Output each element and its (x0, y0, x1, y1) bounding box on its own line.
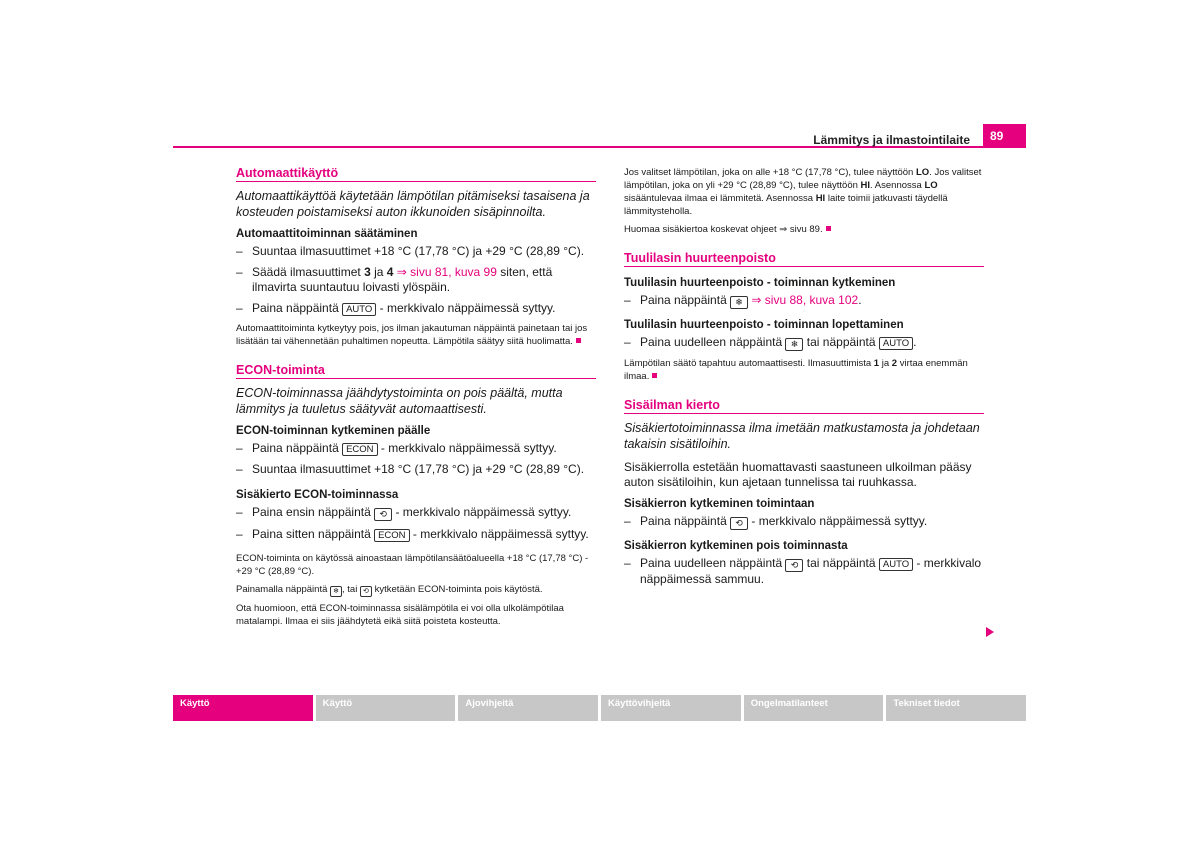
defrost-note: Lämpötilan säätö tapahtuu automaattisesti. Ilmasuuttimista 1 ja 2 virtaa enemmän ilmaa. (624, 358, 968, 382)
windshield-defrost-icon: ❄ (730, 296, 748, 309)
recirc-intro: Sisäkiertotoiminnassa ilma imetään matkustamosta ja johdetaan takaisin sisätiloihin. (624, 421, 980, 451)
right-column (624, 166, 984, 593)
tab-ongelmatilanteet[interactable]: Ongelmatilanteet (744, 695, 884, 721)
defrost-sub2: Tuulilasin huurteenpoisto - toiminnan lopettaminen (624, 319, 904, 331)
list-item: – Suuntaa ilmasuuttimet +18 °C (17,78 °C) ja +29 °C (28,89 °C). (236, 244, 585, 258)
left-column (236, 166, 596, 633)
continue-arrow-icon (986, 627, 994, 637)
lo-hi-note: Jos valitset lämpötilan, joka on alle +18 °C (17,78 °C), tulee näyttöön LO. Jos valitset lämpötilan, joka on yli +29 °C (28,89 °C), tulee näyttöön HI. Asennossa LO sisääntulevaa ilmaa ei lämmitetä. Asennossa HI laite toimii jatkuvasti täydellä lämmitysteholla. (624, 167, 982, 217)
auto-heading: Automaattikäyttö (236, 166, 596, 182)
tab-kaytto[interactable]: Käyttö (316, 695, 456, 721)
end-marker-icon (576, 338, 581, 343)
econ-sub2: Sisäkierto ECON-toiminnassa (236, 489, 399, 501)
auto-subheading: Automaattitoiminnan säätäminen (236, 228, 418, 240)
econ-note1: ECON-toiminta on käytössä ainoastaan lämpötilansäätöalueella +18 °C (17,78 °C) - +29 °C (28,89 °C). (236, 553, 589, 577)
econ-intro: ECON-toiminnassa jäähdytystoiminta on pois päältä, mutta lämmitys ja tuuletus säätyvät automaattisesti. (236, 386, 563, 416)
auto-note: Automaattitoiminta kytkeytyy pois, jos ilman jakautuman näppäintä painetaan tai jos lisätään tai vähennetään puhaltimen nopeutta. Lämpötila säätyy siitä huolimatta. (236, 323, 588, 347)
econ-key-icon: ECON (374, 529, 409, 542)
recirculation-icon: ⟲ (785, 559, 803, 572)
econ-note2: Painamalla näppäintä ❄ , tai ⟲ kytketään ECON-toiminta pois käytöstä. (236, 584, 543, 595)
footer-nav (173, 695, 1026, 721)
econ-key-icon: ECON (342, 443, 377, 456)
tab-tekniset-tiedot[interactable]: Tekniset tiedot (886, 695, 1026, 721)
econ-sub1: ECON-toiminnan kytkeminen päälle (236, 425, 431, 437)
tab-kayttovihjeita[interactable]: Käyttövihjeitä (601, 695, 741, 721)
auto-intro: Automaattikäyttöä käytetään lämpötilan pitämiseksi tasaisena ja kosteuden poistamiseksi auton ikkunoiden sisäpinnoilta. (236, 189, 590, 219)
ref-note: Huomaa sisäkiertoa koskevat ohjeet ⇒ sivu 89. (624, 223, 984, 236)
auto-key-icon: AUTO (879, 337, 913, 350)
end-marker-icon (826, 226, 831, 231)
auto-key-icon: AUTO (879, 558, 913, 571)
section-title: Lämmitys ja ilmastointilaite (813, 133, 970, 147)
list-item: – Paina uudelleen näppäintä ⟲ tai näppäintä AUTO - merkkivalo näppäimessä sammuu. (624, 556, 982, 586)
list-item: – Paina sitten näppäintä ECON - merkkivalo näppäimessä syttyy. (236, 527, 589, 541)
recirculation-icon: ⟲ (730, 517, 748, 530)
list-item: – Paina näppäintä ECON - merkkivalo näppäimessä syttyy. (236, 441, 557, 455)
list-item: – Suuntaa ilmasuuttimet +18 °C (17,78 °C) ja +29 °C (28,89 °C). (236, 462, 585, 476)
list-item: – Paina uudelleen näppäintä ❄ tai näppäintä AUTO . (624, 335, 917, 349)
windshield-defrost-icon: ❄ (785, 338, 803, 351)
tab-kaytto-active[interactable]: Käyttö (173, 695, 313, 721)
econ-heading: ECON-toiminta (236, 363, 596, 379)
recirc-sub2: Sisäkierron kytkeminen pois toiminnasta (624, 540, 848, 552)
tab-ajovihjeita[interactable]: Ajovihjeitä (458, 695, 598, 721)
list-item: – Paina näppäintä AUTO - merkkivalo näppäimessä syttyy. (236, 301, 556, 315)
page-header (173, 131, 1026, 148)
end-marker-icon (652, 373, 657, 378)
list-item: – Säädä ilmasuuttimet 3 ja 4 ⇒ sivu 81, kuva 99 siten, että ilmavirta suuntautuu loivasti ylöspäin. (236, 265, 553, 294)
page-link[interactable]: ⇒ sivu 88, kuva 102 (751, 293, 859, 307)
list-item: – Paina näppäintä ❄ ⇒ sivu 88, kuva 102. (624, 293, 862, 307)
recirc-heading: Sisäilman kierto (624, 398, 984, 414)
defrost-heading: Tuulilasin huurteenpoisto (624, 251, 984, 267)
list-item: – Paina näppäintä ⟲ - merkkivalo näppäimessä syttyy. (624, 514, 928, 528)
defrost-sub1: Tuulilasin huurteenpoisto - toiminnan kytkeminen (624, 277, 896, 289)
list-item: – Paina ensin näppäintä ⟲ - merkkivalo näppäimessä syttyy. (236, 505, 572, 519)
recirculation-icon: ⟲ (360, 586, 372, 597)
auto-key-icon: AUTO (342, 303, 376, 316)
recirc-sub1: Sisäkierron kytkeminen toimintaan (624, 498, 815, 510)
recirc-para: Sisäkierrolla estetään huomattavasti saastuneen ulkoilman pääsy auton sisätiloihin, kun ajetaan tunnelissa tai ruuhkassa. (624, 460, 972, 489)
page-link[interactable]: ⇒ sivu 81, kuva 99 (396, 265, 497, 279)
windshield-defrost-icon: ❄ (330, 586, 342, 597)
page-number: 89 (983, 124, 1026, 148)
econ-note3: Ota huomioon, että ECON-toiminnassa sisälämpötila ei voi olla ulkolämpötilaa matalampi. Ilmaa ei siis jäähdytetä eikä siitä poisteta kosteutta. (236, 603, 564, 627)
recirculation-icon: ⟲ (374, 508, 392, 521)
